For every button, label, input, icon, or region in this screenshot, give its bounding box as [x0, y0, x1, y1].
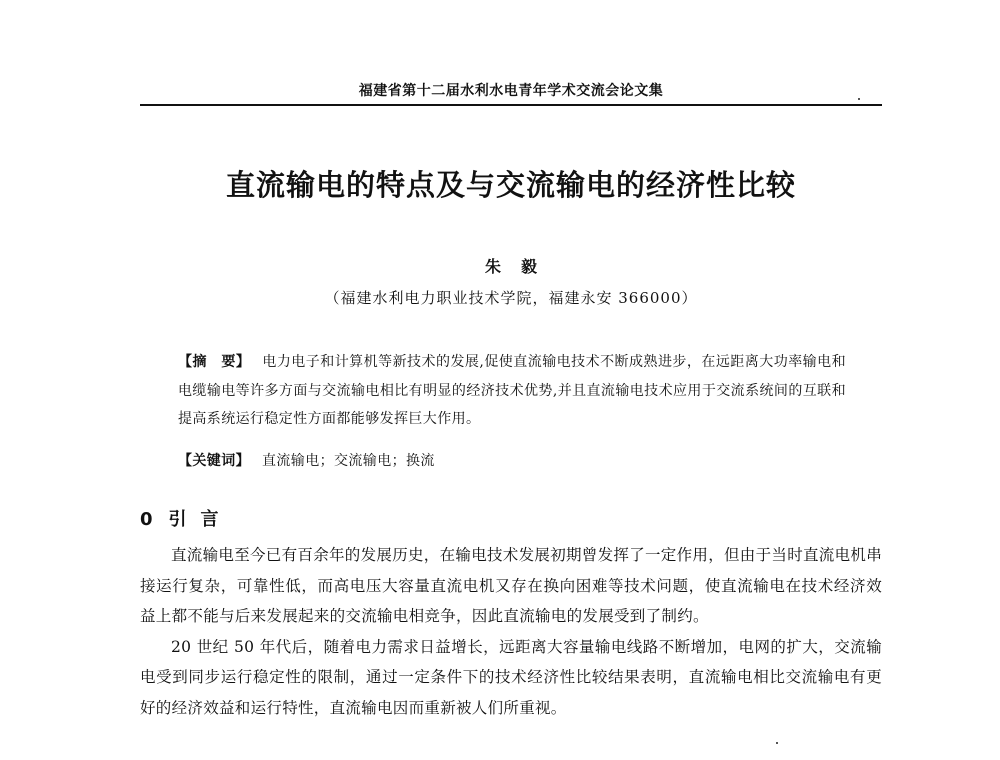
- keywords-label: 【关键词】: [178, 453, 250, 469]
- body-paragraph: 直流输电至今已有百余年的发展历史，在输电技术发展初期曾发挥了一定作用，但由于当时直流电机串接运行复杂，可靠性低，而高电压大容量直流电机又存在换向困难等技术问题，使直流输电在技术经济效益上都不能与后来发展起来的交流输电相竞争，因此直流输电的发展受到了制约。: [140, 546, 883, 625]
- section-heading: [140, 505, 233, 531]
- section-title: 引言: [168, 509, 233, 530]
- scan-speck: [858, 98, 860, 100]
- paper-title: 直流输电的特点及与交流输电的经济性比较: [225, 168, 796, 202]
- author-name: 朱毅: [484, 257, 557, 276]
- keywords-text: 直流输电；交流输电；换流: [262, 453, 435, 469]
- scan-speck: [776, 742, 778, 744]
- body-text: [140, 540, 882, 723]
- author-affiliation: （福建水利电力职业技术学院，福建永安 366000）: [324, 289, 698, 307]
- abstract-text: 电力电子和计算机等新技术的发展,促使直流输电技术不断成熟进步，在远距离大功率输电和电缆输电等许多方面与交流输电相比有明显的经济技术优势,并且直流输电技术应用于交流系统间的互联和提高系统运行稳定性方面都能够发挥巨大作用。: [178, 354, 846, 427]
- header-rule: [140, 104, 882, 106]
- abstract: [178, 348, 846, 434]
- abstract-label: 【摘 要】: [178, 354, 251, 370]
- section-number: 0: [140, 509, 153, 530]
- running-head: 福建省第十二届水利水电青年学术交流会论文集: [358, 83, 664, 99]
- keywords: [178, 448, 846, 474]
- body-paragraph: 20 世纪 50 年代后，随着电力需求日益增长，远距离大容量输电线路不断增加，电网的扩大，交流输电受到同步运行稳定性的限制，通过一定条件下的技术经济性比较结果表明，直流输电相比交流输电有更好的经济效益和运行特性，直流输电因而重新被人们所重视。: [140, 637, 882, 717]
